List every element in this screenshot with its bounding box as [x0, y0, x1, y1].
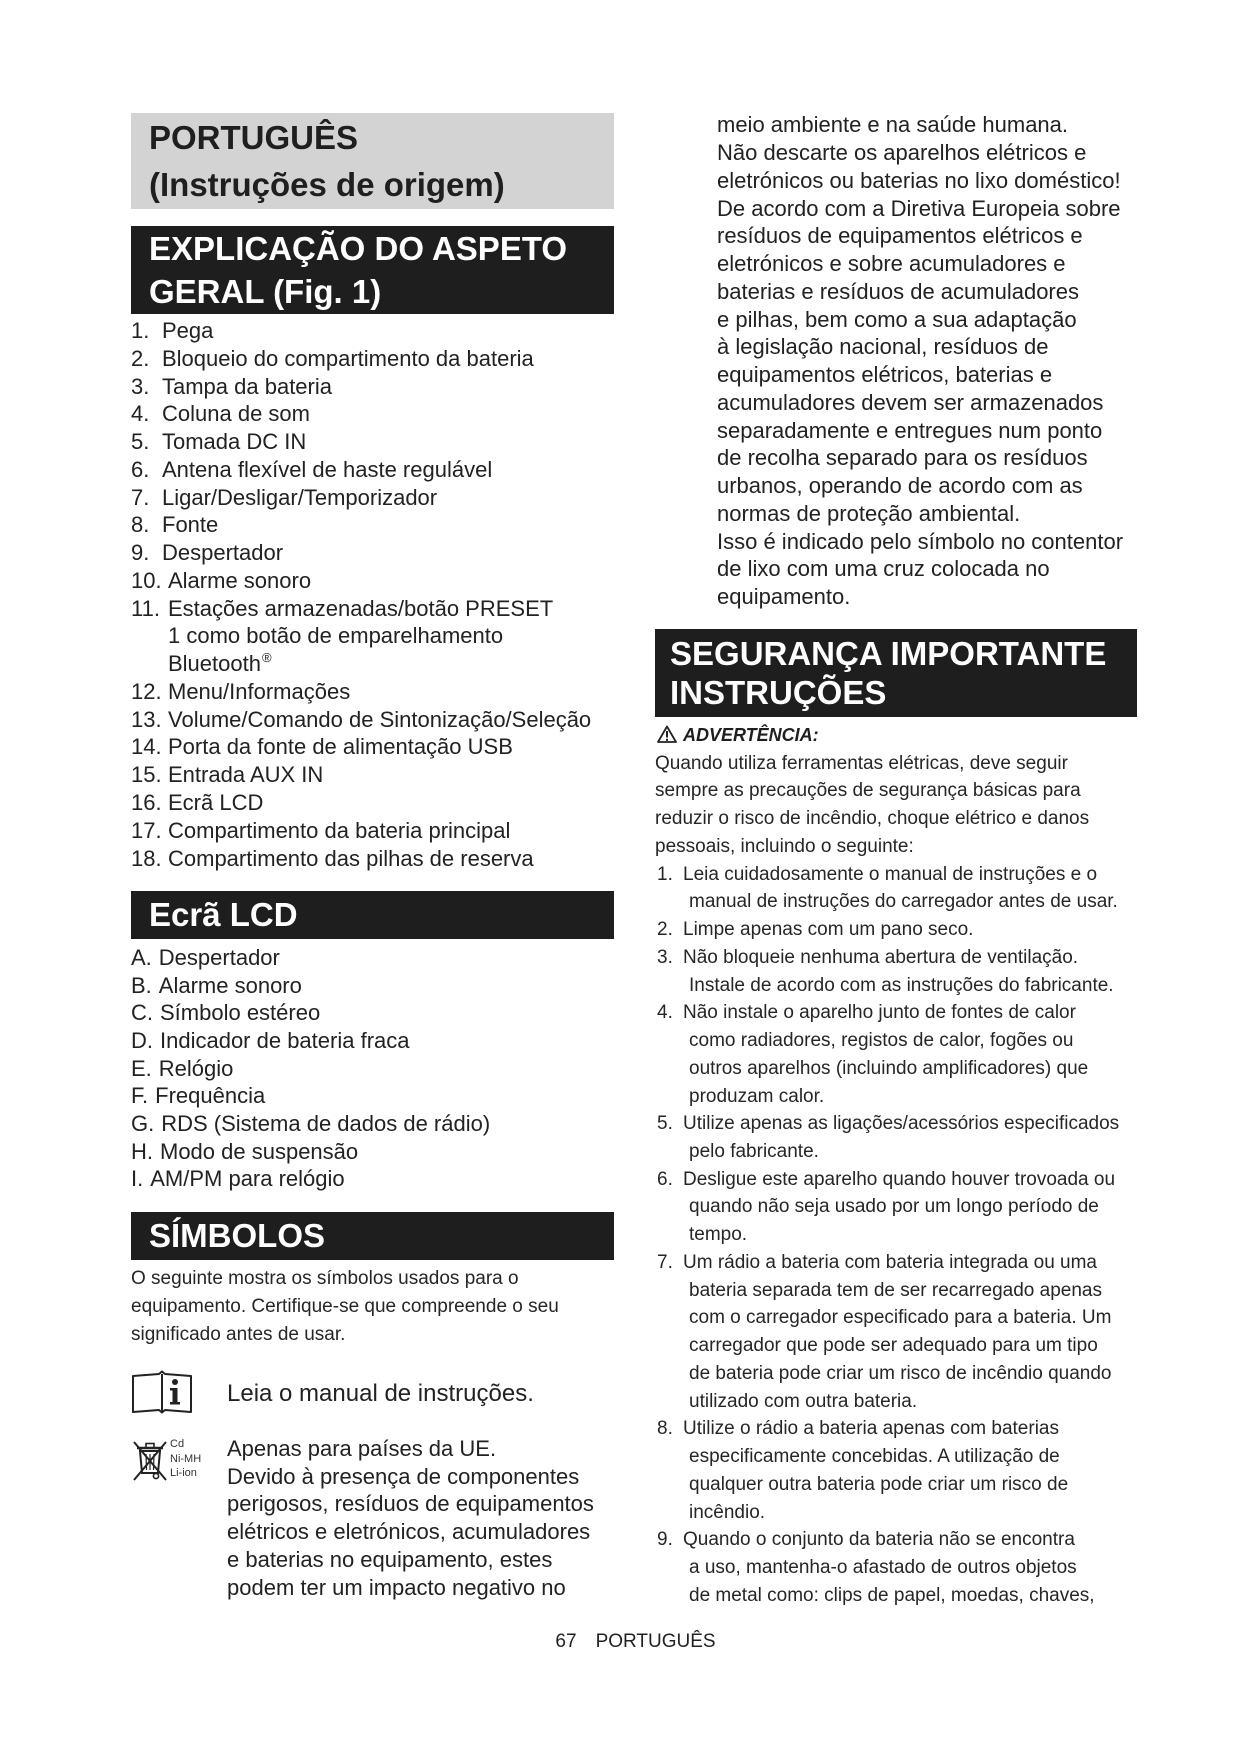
safety-list-item-text: Não instale o aparelho junto de fontes de calor — [683, 1002, 1076, 1024]
lcd-list-item — [131, 1138, 490, 1166]
overview-list-item — [131, 817, 591, 845]
safety-list-item-text: Quando o conjunto da bateria não se encontra — [683, 1529, 1075, 1551]
overview-list-item-line — [131, 567, 591, 595]
safety-list-item-number: 5. — [657, 1113, 673, 1135]
paragraph-line: O seguinte mostra os símbolos usados para o — [131, 1268, 519, 1289]
safety-list-item-number: 4. — [657, 1002, 673, 1024]
safety-list-item-continuation-line — [655, 1582, 1137, 1610]
overview-list-item-number: 9. — [131, 540, 150, 566]
safety-list-item-text: Instale de acordo com as instruções do fabricante. — [689, 974, 1114, 996]
paragraph-line: Quando utiliza ferramentas elétricas, deve seguir — [655, 752, 1068, 774]
safety-list-item-text: de metal como: clips de papel, moedas, chaves, — [689, 1584, 1095, 1606]
safety-list-item — [655, 1166, 1137, 1249]
lcd-list-item-line — [131, 1082, 490, 1110]
overview-list-item-line — [131, 511, 591, 539]
safety-list-item-text: Leia cuidadosamente o manual de instruções e o — [683, 863, 1098, 885]
lcd-list-item-text: Modo de suspensão — [160, 1138, 359, 1164]
safety-list-item-continuation-line — [655, 1027, 1137, 1055]
overview-list-item-line — [131, 456, 591, 484]
safety-list-item-continuation-line — [655, 1277, 1137, 1305]
overview-list-item-text: Fonte — [162, 512, 219, 538]
overview-list-item-number: 2. — [131, 345, 150, 371]
overview-list-item-text: Menu/Informações — [168, 678, 351, 704]
overview-list-item-number: 16. — [131, 790, 162, 816]
lcd-list-item — [131, 1027, 490, 1055]
safety-list-item-line — [655, 944, 1137, 972]
footer-section-name: PORTUGUÊS — [595, 1631, 716, 1652]
overview-list-item-number: 18. — [131, 845, 162, 871]
safety-list-item-line — [655, 1526, 1137, 1554]
lcd-list-item-number: I. — [131, 1166, 144, 1192]
safety-list-item-continuation-line — [655, 1360, 1137, 1388]
overview-list-item-number: 4. — [131, 401, 150, 427]
safety-list-item — [655, 944, 1137, 999]
overview-list-item-continuation-line — [131, 622, 591, 650]
paragraph-line: pessoais, incluindo o seguinte: — [655, 835, 914, 857]
safety-list-item-text: produzam calor. — [689, 1085, 825, 1107]
safety-content — [655, 722, 1137, 1610]
overview-list-item-line — [131, 373, 591, 401]
battery-chemistry-labels — [170, 1437, 201, 1481]
overview-list-item — [131, 733, 591, 761]
paragraph-line: separadamente e entregues num ponto — [717, 417, 1103, 443]
lcd-list-item-number: D. — [131, 1028, 153, 1054]
overview-list-item-text: Compartimento das pilhas de reserva — [168, 845, 534, 871]
overview-list-item-number: 8. — [131, 512, 150, 538]
safety-intro-paragraph — [655, 750, 1137, 861]
safety-list-item-continuation-line — [655, 1471, 1137, 1499]
paragraph-line: equipamentos elétricos, baterias e — [717, 362, 1053, 388]
overview-list-item-number: 3. — [131, 373, 150, 399]
overview-list-item-number: 6. — [131, 456, 150, 482]
lcd-list-item-text: Despertador — [158, 945, 280, 970]
safety-list-item-text: tempo. — [689, 1224, 748, 1246]
safety-list-item-number: 8. — [657, 1418, 673, 1440]
safety-list-item-text: de bateria pode criar um risco de incêndio quando — [689, 1362, 1112, 1384]
lcd-list-item — [131, 1082, 490, 1110]
overview-list-item-line — [131, 317, 591, 345]
paragraph-line: à legislação nacional, resíduos de — [717, 334, 1049, 360]
page-title-line: (Instruções de origem) — [149, 166, 505, 203]
safety-list-item-number: 1. — [657, 863, 673, 885]
safety-list-item-text: a uso, mantenha-o afastado de outros objetos — [689, 1557, 1077, 1579]
symbol-description-line: e baterias no equipamento, estes — [227, 1546, 553, 1572]
section-heading-line: GERAL (Fig. 1) — [149, 273, 382, 310]
lcd-list-item-text: Símbolo estéreo — [160, 1000, 321, 1026]
paragraph-line: acumuladores devem ser armazenados — [717, 389, 1104, 415]
overview-list-item-line — [131, 595, 591, 623]
lcd-list-item-text: Indicador de bateria fraca — [160, 1028, 410, 1054]
battery-label-liion: Li-ion — [170, 1467, 197, 1479]
safety-list-item-continuation-line — [655, 1554, 1137, 1582]
registered-trademark-mark: ® — [261, 650, 272, 666]
safety-list-item-continuation-line — [655, 1221, 1137, 1249]
safety-list-item — [655, 1249, 1137, 1415]
overview-list-item — [131, 761, 591, 789]
symbol-description-line: perigosos, resíduos de equipamentos — [227, 1491, 594, 1517]
safety-list-item-text: carregador que pode ser adequado para um tipo — [689, 1335, 1098, 1357]
safety-list-item-number: 6. — [657, 1168, 673, 1190]
page-title-line: PORTUGUÊS — [149, 119, 359, 156]
paragraph-line: urbanos, operando de acordo com as — [717, 473, 1083, 499]
overview-list-item — [131, 373, 591, 401]
paragraph-line: Isso é indicado pelo símbolo no contentor — [717, 528, 1124, 554]
safety-list-item-text: outros aparelhos (incluindo amplificadores) que — [689, 1057, 1089, 1079]
overview-list-item-text: Despertador — [162, 540, 284, 566]
page-title-box — [131, 113, 614, 209]
lcd-list-item — [131, 1110, 490, 1138]
overview-list-item-text: Bluetooth — [168, 651, 261, 677]
overview-list-item-number: 11. — [131, 595, 160, 621]
paragraph-line: e pilhas, bem como a sua adaptação — [717, 306, 1077, 332]
lcd-list-item-text: Frequência — [155, 1083, 266, 1109]
section-heading-line: Ecrã LCD — [149, 896, 298, 933]
section-heading-line: SÍMBOLOS — [149, 1217, 326, 1254]
paragraph-line: de lixo com uma cruz colocada no — [717, 556, 1050, 582]
overview-list-item — [131, 845, 591, 873]
manual-symbol-description — [227, 1380, 534, 1408]
safety-list-item-continuation-line — [655, 1443, 1137, 1471]
symbol-description-line: Apenas para países da UE. — [227, 1436, 497, 1461]
safety-list-item-text: Não bloqueie nenhuma abertura de ventilação. — [683, 946, 1079, 968]
overview-list-item — [131, 706, 591, 734]
battery-label-cd: Cd — [170, 1438, 185, 1450]
lcd-list-item-text: AM/PM para relógio — [150, 1166, 345, 1192]
safety-list-item — [655, 999, 1137, 1110]
paragraph-line: Não descarte os aparelhos elétricos e — [717, 140, 1087, 166]
lcd-list-item-number: E. — [131, 1055, 152, 1081]
overview-list-item-text: Porta da fonte de alimentação USB — [168, 734, 513, 760]
safety-list-item-line — [655, 861, 1137, 889]
safety-list-item-text: com o carregador especificado para a bateria. Um — [689, 1307, 1112, 1329]
overview-list-item-text: Ligar/Desligar/Temporizador — [162, 484, 438, 510]
lcd-list-item — [131, 1165, 490, 1193]
battery-label-nimh: Ni-MH — [170, 1452, 202, 1465]
symbols-intro-paragraph — [131, 1265, 559, 1348]
safety-list-item — [655, 1526, 1137, 1609]
paragraph-line: resíduos de equipamentos elétricos e — [717, 223, 1083, 249]
overview-list-item-line — [131, 733, 591, 761]
overview-list-item-text: Estações armazenadas/botão PRESET — [168, 595, 554, 621]
overview-list-item-text: Pega — [162, 318, 214, 343]
overview-list-item — [131, 511, 591, 539]
lcd-list-item-line — [131, 972, 490, 1000]
lcd-list-item-line — [131, 1165, 490, 1193]
section-heading-line: SEGURANÇA IMPORTANTE — [670, 635, 1107, 672]
paragraph-line: equipamento. Certifique-se que compreende o seu — [131, 1295, 559, 1317]
lcd-list-item — [131, 944, 490, 972]
lcd-list-item-line — [131, 1027, 490, 1055]
overview-list-item-continuation-line — [131, 650, 591, 678]
symbol-description-line: Devido à presença de componentes — [227, 1463, 580, 1489]
safety-list-item-text: como radiadores, registos de calor, fogões ou — [689, 1030, 1074, 1052]
manual-book-icon — [131, 1370, 193, 1419]
paragraph-line: eletrónicos e sobre acumuladores e — [717, 251, 1066, 277]
overview-list-item-number: 14. — [131, 734, 162, 760]
safety-list-item-line — [655, 1166, 1137, 1194]
warning-label-row — [655, 722, 1137, 750]
paragraph-line: sempre as precauções de segurança básicas para — [655, 780, 1081, 802]
safety-list-item-text: Utilize apenas as ligações/acessórios especificados — [683, 1113, 1120, 1135]
safety-list-item-text: qualquer outra bateria pode criar um risco de — [689, 1473, 1069, 1495]
lcd-list-item-number: F. — [131, 1083, 149, 1109]
overview-list-item — [131, 789, 591, 817]
overview-list-item-line — [131, 345, 591, 373]
overview-list-item-text: Alarme sonoro — [168, 567, 312, 593]
safety-section-heading — [655, 629, 1137, 717]
overview-list-item — [131, 428, 591, 456]
overview-list-item-text: Tomada DC IN — [162, 429, 307, 455]
symbol-description-line: podem ter um impacto negativo no — [227, 1574, 566, 1600]
safety-list-item-text: Desligue este aparelho quando houver trovoada ou — [683, 1168, 1116, 1190]
safety-list-item-text: utilizado com outra bateria. — [689, 1390, 918, 1412]
lcd-list-item-text: Relógio — [158, 1055, 234, 1081]
lcd-list-item-number: G. — [131, 1111, 155, 1137]
safety-list-item-continuation-line — [655, 1083, 1137, 1111]
overview-list-item-text: Volume/Comando de Sintonização/Seleção — [168, 706, 592, 732]
paragraph-line: de recolha separado para os resíduos — [717, 445, 1088, 471]
overview-list-item — [131, 400, 591, 428]
symbol-description-line: elétricos e eletrónicos, acumuladores — [227, 1519, 591, 1545]
overview-list-item — [131, 567, 591, 595]
crossed-out-bin-icon — [131, 1438, 169, 1487]
lcd-list-item-line — [131, 1110, 490, 1138]
safety-list-item-number: 3. — [657, 946, 673, 968]
safety-list-item — [655, 861, 1137, 916]
safety-list-item-text: manual de instruções do carregador antes de usar. — [689, 891, 1118, 913]
overview-list-item — [131, 484, 591, 512]
lcd-list-item-line — [131, 1138, 490, 1166]
lcd-section-heading — [131, 891, 614, 939]
eu-disposal-description — [227, 1435, 594, 1601]
overview-list-item-line — [131, 400, 591, 428]
safety-list-item-continuation-line — [655, 1193, 1137, 1221]
safety-list-item-line — [655, 999, 1137, 1027]
safety-list-item-continuation-line — [655, 1138, 1137, 1166]
safety-list-item-text: especificamente concebidas. A utilização de — [689, 1446, 1060, 1468]
paragraph-line: reduzir o risco de incêndio, choque elétrico e danos — [655, 808, 1090, 830]
safety-list-item-number: 7. — [657, 1251, 673, 1273]
lcd-list-item-line — [131, 944, 490, 972]
paragraph-line: equipamento. — [717, 584, 851, 610]
overview-list-item-text: Compartimento da bateria principal — [168, 817, 511, 843]
overview-list-item-line — [131, 428, 591, 456]
overview-section-heading — [131, 226, 614, 314]
safety-list-item-continuation-line — [655, 1499, 1137, 1527]
overview-list-item — [131, 456, 591, 484]
lcd-list-item — [131, 1055, 490, 1083]
overview-list-item — [131, 678, 591, 706]
symbols-section-heading — [131, 1212, 614, 1260]
overview-list-item-text: Bloqueio do compartimento da bateria — [162, 345, 534, 371]
safety-list-item-continuation-line — [655, 1304, 1137, 1332]
safety-list-item-line — [655, 1249, 1137, 1277]
overview-list-item-line — [131, 845, 591, 873]
overview-list-item-line — [131, 678, 591, 706]
paragraph-line: baterias e resíduos de acumuladores — [717, 278, 1079, 304]
lcd-list-item-line — [131, 999, 490, 1027]
overview-list-item-text: Antena flexível de haste regulável — [162, 456, 493, 482]
overview-list-item-number: 13. — [131, 706, 162, 732]
overview-list-item-text: Ecrã LCD — [168, 790, 264, 816]
safety-list-item-text: incêndio. — [689, 1501, 766, 1523]
safety-instructions-list — [655, 861, 1137, 1610]
safety-list-item-number: 9. — [657, 1529, 673, 1551]
overview-list-item-text: Entrada AUX IN — [168, 762, 324, 788]
overview-list-item — [131, 345, 591, 373]
overview-list-item-line — [131, 789, 591, 817]
lcd-list-item-number: A. — [131, 945, 152, 970]
warning-label: ADVERTÊNCIA: — [683, 725, 819, 745]
lcd-list-item-number: B. — [131, 972, 152, 998]
overview-list-item — [131, 317, 591, 345]
lcd-list-item — [131, 999, 490, 1027]
paragraph-line: normas de proteção ambiental. — [717, 500, 1021, 526]
paragraph-line: eletrónicos ou baterias no lixo doméstico! — [717, 167, 1121, 193]
safety-list-item-text: quando não seja usado por um longo período de — [689, 1196, 1099, 1218]
safety-list-item-text: Um rádio a bateria com bateria integrada ou uma — [683, 1251, 1098, 1273]
overview-list-item-number: 12. — [131, 678, 162, 704]
overview-list-item-line — [131, 817, 591, 845]
safety-list-item-text: bateria separada tem de ser recarregado apenas — [689, 1279, 1102, 1301]
lcd-list-item-line — [131, 1055, 490, 1083]
overview-list-item-line — [131, 484, 591, 512]
symbol-description-line: Leia o manual de instruções. — [227, 1380, 534, 1407]
safety-list-item-line — [655, 916, 1137, 944]
page-footer — [131, 1631, 1140, 1653]
lcd-items-list — [131, 944, 490, 1193]
overview-list-item-text: Tampa da bateria — [162, 373, 332, 399]
disposal-continuation-paragraph — [717, 111, 1123, 611]
safety-list-item-text: Limpe apenas com um pano seco. — [683, 919, 974, 941]
overview-list-item-text: Coluna de som — [162, 401, 310, 427]
safety-list-item-continuation-line — [655, 972, 1137, 1000]
overview-list-item-text: 1 como botão de emparelhamento — [168, 623, 504, 649]
overview-list-item — [131, 539, 591, 567]
overview-list-item-line — [131, 539, 591, 567]
lcd-list-item — [131, 972, 490, 1000]
safety-list-item — [655, 916, 1137, 944]
safety-list-item-line — [655, 1415, 1137, 1443]
overview-list-item-number: 7. — [131, 484, 150, 510]
paragraph-line: significado antes de usar. — [131, 1323, 346, 1345]
safety-list-item — [655, 1415, 1137, 1526]
lcd-list-item-number: C. — [131, 1000, 153, 1026]
lcd-list-item-text: RDS (Sistema de dados de rádio) — [161, 1111, 491, 1137]
paragraph-line: De acordo com a Diretiva Europeia sobre — [717, 195, 1121, 221]
paragraph-line: meio ambiente e na saúde humana. — [717, 112, 1069, 138]
safety-list-item — [655, 1110, 1137, 1165]
safety-list-item-text: pelo fabricante. — [689, 1141, 819, 1163]
safety-list-item-text: Utilize o rádio a bateria apenas com baterias — [683, 1418, 1059, 1440]
overview-list-item-number: 1. — [131, 318, 150, 343]
page-number: 67 — [555, 1631, 577, 1652]
warning-triangle-icon — [657, 725, 677, 743]
overview-list-item-number: 10. — [131, 567, 162, 593]
safety-list-item-number: 2. — [657, 919, 673, 941]
overview-list-item-number: 5. — [131, 429, 150, 455]
safety-list-item-continuation-line — [655, 1388, 1137, 1416]
section-heading-line: EXPLICAÇÃO DO ASPETO — [149, 230, 568, 267]
safety-list-item-continuation-line — [655, 888, 1137, 916]
lcd-list-item-text: Alarme sonoro — [158, 972, 302, 998]
safety-list-item-continuation-line — [655, 1055, 1137, 1083]
overview-list-item — [131, 595, 591, 678]
overview-list-item-line — [131, 761, 591, 789]
safety-list-item-line — [655, 1110, 1137, 1138]
overview-list-item-number: 17. — [131, 817, 162, 843]
overview-parts-list — [131, 317, 591, 872]
safety-list-item-continuation-line — [655, 1332, 1137, 1360]
overview-list-item-line — [131, 706, 591, 734]
overview-list-item-number: 15. — [131, 762, 162, 788]
lcd-list-item-number: H. — [131, 1138, 153, 1164]
section-heading-line: INSTRUÇÕES — [670, 674, 887, 711]
